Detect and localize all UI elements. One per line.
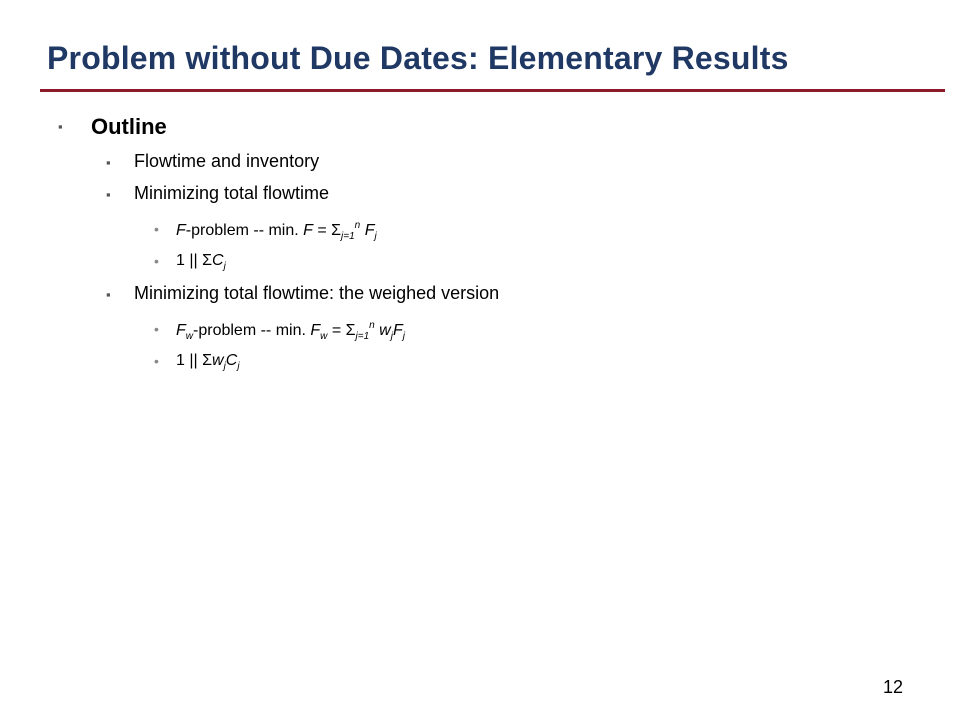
fw-total: F: [310, 322, 321, 339]
fw-var: F: [176, 322, 186, 339]
wj-sub: j: [390, 331, 393, 342]
sum-upper-index: n: [369, 320, 375, 331]
wj-var: w: [379, 322, 391, 339]
item-f-problem: [176, 220, 377, 242]
item-fw-problem: [176, 320, 405, 342]
page-number: 12: [883, 677, 904, 697]
wj-sub: j: [223, 361, 226, 372]
item-one-sum-c: [176, 252, 226, 272]
cj-sub: j: [237, 361, 240, 372]
sigma-symbol: Σ: [331, 222, 342, 239]
f-total: F: [303, 222, 313, 239]
fw-problem-text: -problem -- min.: [193, 322, 311, 339]
sum-lower-index: j=1: [355, 331, 370, 342]
fj-sub: j: [402, 331, 405, 342]
c-sub: j: [223, 261, 226, 272]
sigma-symbol: Σ: [345, 322, 356, 339]
wj-var: w: [212, 352, 224, 369]
sigma-symbol: Σ: [202, 352, 212, 369]
square-bullet-icon: ▪: [106, 287, 111, 302]
item-min-total-flowtime: Minimizing total flowtime: [134, 183, 330, 203]
slide-title: Problem without Due Dates: Elementary Results: [47, 40, 789, 76]
f-problem-text: -problem -- min.: [185, 222, 304, 239]
square-bullet-icon: ▪: [106, 155, 111, 170]
fj-sub: j: [374, 231, 377, 242]
sigma-symbol: Σ: [202, 252, 212, 269]
sum-upper-index: n: [354, 220, 361, 231]
one-prefix: 1 ||: [176, 252, 203, 269]
fw-var-sub: w: [185, 331, 194, 342]
equals-sign: =: [327, 322, 346, 339]
sum-lower-index: j=1: [341, 231, 355, 242]
dot-bullet-icon: •: [154, 353, 159, 369]
square-bullet-icon: ▪: [106, 187, 111, 202]
dot-bullet-icon: •: [154, 253, 159, 269]
dot-bullet-icon: •: [154, 221, 159, 237]
title-underline: [40, 89, 945, 92]
f-var: F: [176, 222, 186, 239]
equals-sign: =: [312, 222, 332, 239]
dot-bullet-icon: •: [154, 321, 159, 337]
item-flowtime-inventory: Flowtime and inventory: [134, 151, 320, 171]
fj-var: F: [364, 222, 375, 239]
item-one-sum-wc: [176, 352, 240, 372]
square-bullet-icon: ▪: [58, 119, 63, 134]
fw-total-sub: w: [320, 331, 328, 342]
cj-var: C: [225, 352, 238, 369]
c-var: C: [212, 252, 224, 269]
outline-heading: Outline: [91, 114, 167, 139]
fj-var: F: [392, 322, 403, 339]
one-prefix: 1 ||: [176, 352, 203, 369]
item-weighted-flowtime: Minimizing total flowtime: the weighed version: [134, 283, 500, 303]
